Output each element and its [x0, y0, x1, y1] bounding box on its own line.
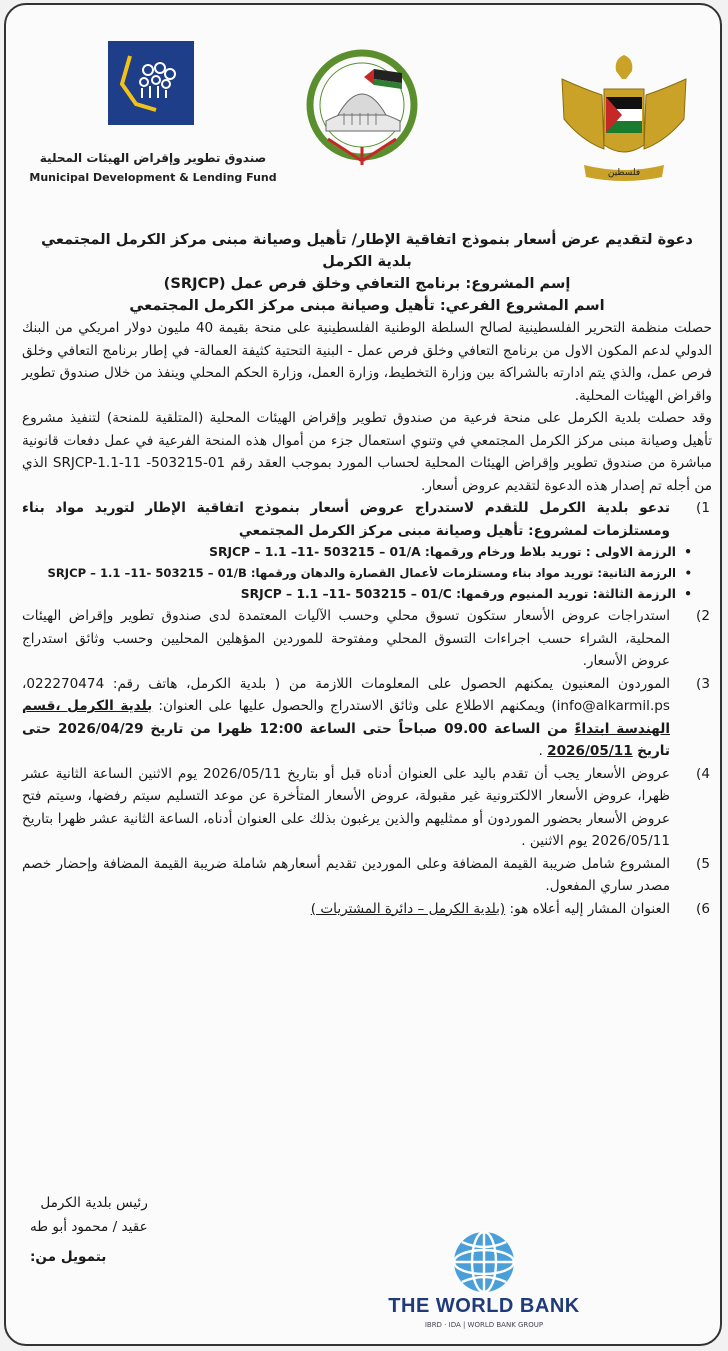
subproject-name: اسم المشروع الفرعي: تأهيل وصيانة مبنى مركز الكرمل المجتمعي — [129, 297, 605, 314]
grant-paragraph: حصلت منظمة التحرير الفلسطينية لصالح السلطة الوطنية الفلسطينية على منحة بقيمة 40 مليون دولار امريكي من البنك الدولي لدعم المكون الاول من برنامج التعافي وخلق فرص عمل - البنية التحتية كثيفة العمالة- في إطار برنامج التعافي وخلق فرص عمل، والذي يتم ادارته بالشراكة بين وزارة التخطيط، وزارة العمل، وزارة الحكم المحلي وينفذ من خلال صندوق تطوير واقراض الهيئات المحلية. — [22, 320, 712, 404]
item-text: الموردون المعنيون يمكنهم الحصول على المعلومات اللازمة من ( بلدية الكرمل، هاتف رقم: 022270474، info@alkarmil.ps) ويمكنهم الاطلاع على وثائق الاستدراج والحصول عليها على العنوان: — [22, 675, 670, 714]
list-item-2 — [22, 605, 712, 673]
signature-name: عقيد / محمود أبو طه — [30, 1219, 148, 1235]
item-number: 5) — [696, 855, 710, 872]
packages-list — [22, 542, 712, 605]
item-text: استدراجات عروض الأسعار ستكون تسوق محلي وحسب الآليات المعتمدة لدى صندوق تطوير وإقراض الهيئات المحلية، الشراء حسب اجراءات التسوق المحلي ومفتوحة للموردين المؤهلين المحليين وحسب وثائق استدراج عروض الأسعار. — [22, 608, 670, 669]
item-number: 3) — [696, 675, 710, 692]
subgrant-paragraph: وقد حصلت بلدية الكرمل على منحة فرعية من صندوق تطوير وإقراض الهيئات المحلية (المتلقية للمنحة) لتنفيذ مشروع تأهيل وصيانة مبنى مركز الكرمل المجتمعي في وتنوي استعمال جزء من أموال هذه المنحة الفرعية في عمل دفعات قانونية مباشرة من صندوق تطوير وإقراض الهيئات المحلية لحساب المورد بموجب العقد رقم SRJCP-1.1-11 -503215-01 الذي من أجله تم إصدار هذه الدعوة لتقديم عروض أسعار. — [22, 410, 713, 494]
item-text: عروض الأسعار يجب أن تقدم باليد على العنوان أدناه قبل أو بتاريخ 2026/05/11 يوم الاثنين الساعة الثانية عشر ظهرا، عروض الأسعار الالكترونية غير مقبولة، عروض الأسعار المتأخرة عن موعد التسليم سيتم رفضها، وسيتم فتح عروض الأسعار بحضور الموردون أو ممثليهم والذين يرغبون بذلك على العنوان أدناه، الساعة الثانية عشر ظهرا بتاريخ 2026/05/11 يوم الاثنين . — [22, 765, 670, 849]
list-item-6 — [22, 898, 712, 921]
list-item-1 — [22, 497, 712, 542]
package-item: • الرزمة الثانية: توريد مواد بناء ومستلزمات لأعمال القصارة والدهان ورقمها: SRJCP – 1.1 –11- 503215 – 01/B — [22, 563, 692, 584]
advertisement-frame — [4, 3, 722, 1346]
mdlf-name-arabic: صندوق تطوير وإقراض الهيئات المحلية — [39, 151, 267, 165]
item-text: المشروع شامل ضريبة القيمة المضافة وعلى الموردين تقديم أسعارهم شاملة ضريبة القيمة المضافة وإحضار خصم مصدر ساري المفعول. — [22, 855, 670, 894]
package-item: • الرزمة الاولى : توريد بلاط ورخام ورقمها: SRJCP – 1.1 –11- 503215 – 01/A — [22, 542, 692, 563]
world-bank-logo — [384, 1229, 584, 1339]
item-number: 6) — [696, 900, 710, 917]
karmil-municipality-logo — [304, 43, 424, 173]
item-number: 2) — [696, 608, 710, 624]
signature-title: رئيس بلدية الكرمل — [40, 1195, 148, 1211]
mdlf-name-english: Municipal Development & Lending Fund — [29, 171, 277, 184]
mdlf-emblem-icon — [108, 41, 194, 125]
palestine-caption: فلسطين — [607, 168, 641, 178]
item-text: العنوان المشار إليه أعلاه هو: — [505, 900, 670, 917]
signature-block — [30, 1191, 148, 1239]
list-item-4 — [22, 763, 712, 853]
list-item-5 — [22, 853, 712, 898]
purchasing-address: (بلدية الكرمل – دائرة المشتريات ) — [310, 900, 506, 917]
project-name: إسم المشروع: برنامج التعافي وخلق فرص عمل (SRJCP) — [163, 275, 571, 292]
package-item: • الرزمة الثالثة: توريد المنيوم ورقمها: SRJCP – 1.1 –11- 503215 – 01/C — [22, 584, 692, 605]
deadline-date: 2026/05/11 — [547, 743, 633, 759]
item-text: . — [538, 743, 548, 759]
mdlf-logo — [28, 41, 278, 191]
item-number: 1) — [696, 500, 710, 516]
world-bank-name: THE WORLD BANK — [388, 1295, 580, 1317]
announcement-body — [22, 229, 712, 920]
list-item-3 — [22, 673, 712, 763]
world-bank-subtitle: IBRD · IDA | WORLD BANK GROUP — [424, 1321, 544, 1329]
item-number: 4) — [696, 765, 710, 782]
announcement-title-municipality: بلدية الكرمل — [322, 253, 412, 270]
funded-by-label: بتمويل من: — [30, 1249, 107, 1265]
palestine-eagle-emblem — [554, 49, 694, 189]
item-text: من الساعة 09.00 صباحاً حتى الساعة 12:00 ظهرا من تاريخ 2026/04/29 حتى تاريخ — [22, 720, 670, 759]
item-text: تدعو بلدية الكرمل للتقدم لاستدراج عروض أسعار بنموذج اتفاقية الإطار لتوريد مواد بناء ومستلزمات لمشروع: تأهيل وصيانة مبنى مركز الكرمل المجتمعي — [22, 500, 670, 539]
world-bank-globe-icon — [384, 1229, 584, 1295]
document-address: بلدية الكرمل ،قسم الهندسة ابتداءً — [22, 698, 670, 737]
announcement-title: دعوة لتقديم عرض أسعار بنموذج اتفاقية الإطار/ تأهيل وصيانة مبنى مركز الكرمل المجتمعي — [41, 231, 693, 248]
